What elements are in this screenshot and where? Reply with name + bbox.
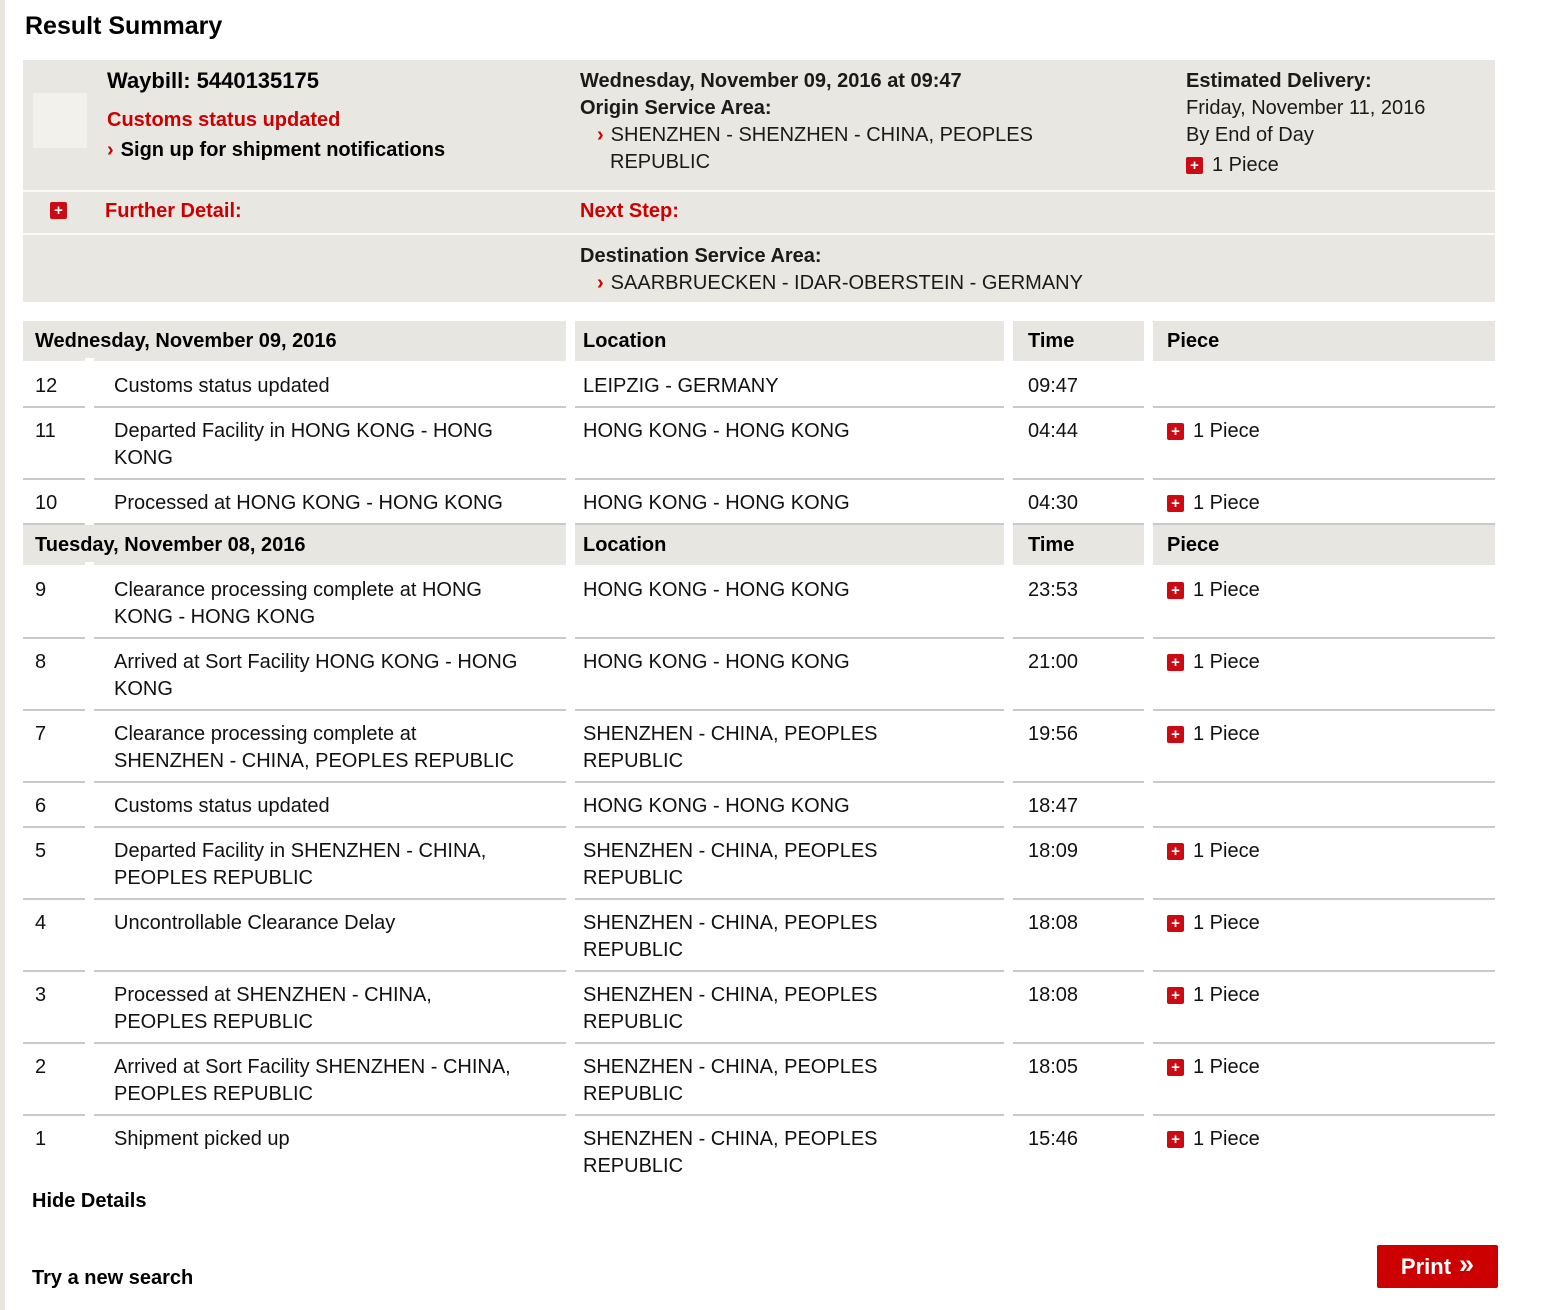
date-group-header-row bbox=[23, 525, 1495, 565]
row-location: SHENZHEN - CHINA, PEOPLES REPUBLIC bbox=[575, 900, 1004, 972]
estimated-delivery-label: Estimated Delivery: bbox=[1186, 70, 1372, 92]
row-location: HONG KONG - HONG KONG bbox=[575, 408, 1004, 480]
table-row bbox=[23, 828, 1495, 900]
table-row bbox=[23, 639, 1495, 711]
row-time: 18:47 bbox=[1013, 783, 1144, 828]
table-row bbox=[23, 567, 1495, 639]
row-piece-count: 1 Piece bbox=[1193, 651, 1260, 673]
table-row bbox=[23, 363, 1495, 408]
row-piece-count: 1 Piece bbox=[1193, 912, 1260, 934]
plus-icon: + bbox=[1167, 1059, 1184, 1076]
summary-piece-link[interactable] bbox=[1186, 152, 1425, 179]
further-detail-label[interactable]: Further Detail: bbox=[105, 200, 242, 222]
plus-icon: + bbox=[1167, 843, 1184, 860]
plus-icon: + bbox=[1167, 987, 1184, 1004]
date-group-header-row bbox=[23, 321, 1495, 361]
row-piece-link[interactable] bbox=[1167, 838, 1495, 865]
estimated-time: By End of Day bbox=[1186, 124, 1314, 146]
row-description: Uncontrollable Clearance Delay bbox=[94, 900, 566, 972]
row-number: 8 bbox=[23, 639, 85, 711]
chevron-right-icon: › bbox=[107, 139, 114, 161]
row-piece-link[interactable] bbox=[1167, 982, 1495, 1009]
summary-panel bbox=[23, 60, 1495, 302]
destination-value: › SAARBRUECKEN - IDAR-OBERSTEIN - GERMANY bbox=[597, 272, 1083, 294]
print-button[interactable]: Print » bbox=[1377, 1245, 1498, 1288]
table-col-header-location: Location bbox=[575, 321, 1004, 361]
row-piece-link[interactable] bbox=[1167, 649, 1495, 676]
row-description: Arrived at Sort Facility HONG KONG - HONG KONG bbox=[94, 639, 566, 711]
row-description: Departed Facility in SHENZHEN - CHINA, PEOPLES REPUBLIC bbox=[94, 828, 566, 900]
row-number: 5 bbox=[23, 828, 85, 900]
row-number: 11 bbox=[23, 408, 85, 480]
row-description: Clearance processing complete at HONG KONG - HONG KONG bbox=[94, 567, 566, 639]
row-location: SHENZHEN - CHINA, PEOPLES REPUBLIC bbox=[575, 972, 1004, 1044]
row-location: LEIPZIG - GERMANY bbox=[575, 363, 1004, 408]
cell-gap-notch bbox=[85, 358, 94, 361]
hide-details-link[interactable]: Hide Details bbox=[32, 1190, 147, 1212]
row-time: 18:08 bbox=[1013, 972, 1144, 1044]
logo-placeholder bbox=[33, 93, 87, 148]
summary-mid-row bbox=[23, 190, 1495, 233]
row-description: Customs status updated bbox=[94, 363, 566, 408]
row-time: 23:53 bbox=[1013, 567, 1144, 639]
row-description: Clearance processing complete at SHENZHEN - CHINA, PEOPLES REPUBLIC bbox=[94, 711, 566, 783]
table-row bbox=[23, 900, 1495, 972]
origin-value: › SHENZHEN - SHENZHEN - CHINA, PEOPLES REPUBLIC bbox=[597, 124, 1033, 173]
plus-icon: + bbox=[1167, 654, 1184, 671]
table-col-header-time: Time bbox=[1013, 525, 1144, 565]
piece-count: 1 Piece bbox=[1212, 154, 1279, 176]
row-description: Customs status updated bbox=[94, 783, 566, 828]
row-piece-link[interactable] bbox=[1167, 1054, 1495, 1081]
row-piece-count: 1 Piece bbox=[1193, 492, 1260, 514]
shipment-status: Customs status updated bbox=[107, 109, 341, 131]
row-location: SHENZHEN - CHINA, PEOPLES REPUBLIC bbox=[575, 1044, 1004, 1116]
row-number: 4 bbox=[23, 900, 85, 972]
row-piece-link[interactable] bbox=[1167, 490, 1495, 517]
row-location: SHENZHEN - CHINA, PEOPLES REPUBLIC bbox=[575, 711, 1004, 783]
table-row bbox=[23, 1044, 1495, 1116]
row-number: 12 bbox=[23, 363, 85, 408]
row-time: 19:56 bbox=[1013, 711, 1144, 783]
date-group-header: Tuesday, November 08, 2016 bbox=[23, 525, 566, 565]
chevron-right-icon: › bbox=[597, 124, 604, 146]
row-time: 04:44 bbox=[1013, 408, 1144, 480]
row-number: 9 bbox=[23, 567, 85, 639]
row-location: HONG KONG - HONG KONG bbox=[575, 783, 1004, 828]
plus-icon: + bbox=[1167, 726, 1184, 743]
row-time: 04:30 bbox=[1013, 480, 1144, 525]
further-detail-toggle[interactable] bbox=[50, 202, 76, 219]
row-time: 15:46 bbox=[1028, 1128, 1079, 1150]
row-piece-count: 1 Piece bbox=[1193, 984, 1260, 1006]
row-description: Departed Facility in HONG KONG - HONG KONG bbox=[94, 408, 566, 480]
row-time: 21:00 bbox=[1013, 639, 1144, 711]
row-location: HONG KONG - HONG KONG bbox=[575, 480, 1004, 525]
row-location: HONG KONG - HONG KONG bbox=[575, 567, 1004, 639]
row-number: 7 bbox=[23, 711, 85, 783]
destination-label: Destination Service Area: bbox=[580, 245, 822, 267]
plus-icon: + bbox=[50, 202, 67, 219]
row-piece-link[interactable] bbox=[1167, 910, 1495, 937]
checkpoint-datetime: Wednesday, November 09, 2016 at 09:47 bbox=[580, 70, 962, 92]
row-piece-count: 1 Piece bbox=[1193, 840, 1260, 862]
signup-link[interactable]: › Sign up for shipment notifications bbox=[107, 139, 446, 161]
row-piece-count: 1 Piece bbox=[1193, 420, 1260, 442]
row-piece-link[interactable] bbox=[1167, 418, 1495, 445]
row-piece-link[interactable] bbox=[1167, 577, 1495, 604]
row-location: SHENZHEN - CHINA, PEOPLES REPUBLIC bbox=[583, 1128, 878, 1177]
row-description: Processed at HONG KONG - HONG KONG bbox=[94, 480, 566, 525]
table-col-header-time: Time bbox=[1013, 321, 1144, 361]
row-number: 3 bbox=[23, 972, 85, 1044]
table-row bbox=[23, 1116, 1495, 1186]
try-new-search-link[interactable]: Try a new search bbox=[32, 1267, 194, 1289]
plus-icon: + bbox=[1167, 582, 1184, 599]
row-piece-count: 1 Piece bbox=[1193, 1128, 1260, 1150]
row-location: HONG KONG - HONG KONG bbox=[575, 639, 1004, 711]
row-piece-link[interactable] bbox=[1167, 1126, 1495, 1153]
table-col-header-piece: Piece bbox=[1153, 321, 1495, 361]
row-piece-count: 1 Piece bbox=[1193, 723, 1260, 745]
window-edge-strip bbox=[0, 0, 5, 1310]
row-location: SHENZHEN - CHINA, PEOPLES REPUBLIC bbox=[575, 828, 1004, 900]
next-step-label: Next Step: bbox=[580, 200, 679, 222]
row-time: 18:09 bbox=[1013, 828, 1144, 900]
row-number: 2 bbox=[23, 1044, 85, 1116]
estimated-date: Friday, November 11, 2016 bbox=[1186, 97, 1426, 119]
row-piece-link[interactable] bbox=[1167, 721, 1495, 748]
chevron-right-icon: › bbox=[597, 272, 604, 294]
row-number: 1 bbox=[35, 1128, 47, 1150]
plus-icon: + bbox=[1167, 1131, 1184, 1148]
row-piece-count: 1 Piece bbox=[1193, 579, 1260, 601]
row-piece-count: 1 Piece bbox=[1193, 1056, 1260, 1078]
page-title: Result Summary bbox=[25, 12, 223, 40]
plus-icon: + bbox=[1186, 157, 1203, 174]
row-description: Arrived at Sort Facility SHENZHEN - CHINA, PEOPLES REPUBLIC bbox=[94, 1044, 566, 1116]
row-time: 09:47 bbox=[1013, 363, 1144, 408]
table-col-header-location: Location bbox=[575, 525, 1004, 565]
double-chevron-icon: » bbox=[1459, 1249, 1475, 1279]
origin-label: Origin Service Area: bbox=[580, 97, 772, 119]
summary-bottom-row bbox=[23, 233, 1495, 302]
table-row bbox=[23, 972, 1495, 1044]
plus-icon: + bbox=[1167, 495, 1184, 512]
row-number: 6 bbox=[23, 783, 85, 828]
table-row bbox=[23, 711, 1495, 783]
results-table bbox=[23, 321, 1495, 1186]
row-number: 10 bbox=[23, 480, 85, 525]
plus-icon: + bbox=[1167, 423, 1184, 440]
row-time: 18:05 bbox=[1013, 1044, 1144, 1116]
summary-top-row bbox=[23, 60, 1495, 190]
row-description: Shipment picked up bbox=[114, 1128, 290, 1150]
table-row bbox=[23, 783, 1495, 828]
waybill-number: Waybill: 5440135175 bbox=[107, 68, 319, 93]
table-row bbox=[23, 480, 1495, 525]
table-row bbox=[23, 408, 1495, 480]
row-time: 18:08 bbox=[1013, 900, 1144, 972]
date-group-header: Wednesday, November 09, 2016 bbox=[23, 321, 566, 361]
cell-gap-notch bbox=[85, 562, 94, 565]
plus-icon: + bbox=[1167, 915, 1184, 932]
row-description: Processed at SHENZHEN - CHINA, PEOPLES REPUBLIC bbox=[94, 972, 566, 1044]
table-col-header-piece: Piece bbox=[1153, 525, 1495, 565]
